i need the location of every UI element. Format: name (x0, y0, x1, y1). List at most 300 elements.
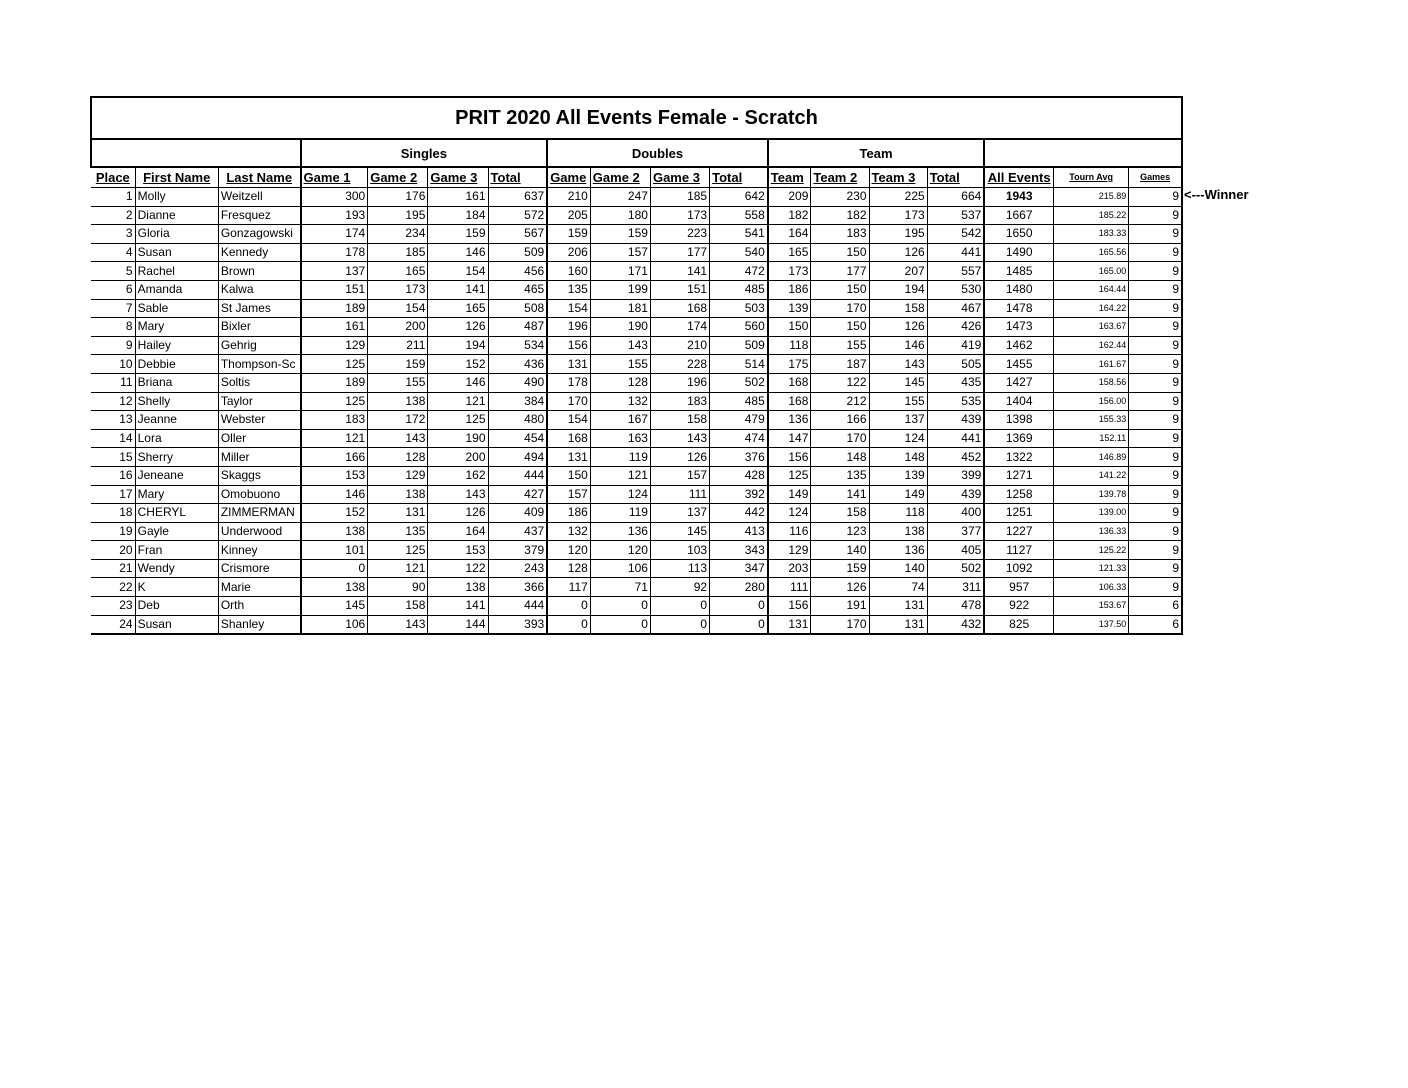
cell-last-name: Oller (218, 429, 300, 448)
cell-team-game-3: 131 (869, 597, 927, 616)
table-row (91, 336, 1182, 355)
cell-team-total: 441 (927, 429, 984, 448)
cell-doubles-total: 0 (710, 597, 768, 616)
cell-team-game-3: 131 (869, 615, 927, 634)
cell-singles-game-3: 121 (428, 392, 488, 411)
cell-tourn-avg: 156.00 (1054, 392, 1129, 411)
cell-team-game-2: 159 (811, 559, 869, 578)
header-team-game-3: Team 3 (869, 167, 927, 188)
cell-place: 20 (91, 541, 135, 560)
cell-doubles-game-1: 120 (547, 541, 590, 560)
cell-place: 7 (91, 299, 135, 318)
cell-tourn-avg: 183.33 (1054, 225, 1129, 244)
cell-games: 9 (1129, 541, 1182, 560)
cell-last-name: Omobuono (218, 485, 300, 504)
cell-team-game-1: 156 (768, 448, 811, 467)
cell-singles-game-1: 189 (301, 299, 368, 318)
cell-team-game-3: 124 (869, 429, 927, 448)
cell-first-name: Debbie (135, 355, 218, 374)
cell-doubles-game-1: 156 (547, 336, 590, 355)
cell-first-name: Fran (135, 541, 218, 560)
cell-doubles-game-2: 171 (590, 262, 650, 281)
cell-singles-game-3: 161 (428, 188, 488, 207)
cell-singles-total: 637 (488, 188, 547, 207)
cell-doubles-game-3: 126 (650, 448, 709, 467)
cell-singles-game-2: 195 (368, 206, 428, 225)
cell-singles-game-3: 152 (428, 355, 488, 374)
cell-last-name: Underwood (218, 522, 300, 541)
winner-annotation: <---Winner (1184, 187, 1249, 202)
cell-all-events: 1127 (984, 541, 1053, 560)
header-team-total: Total (927, 167, 984, 188)
cell-all-events: 1258 (984, 485, 1053, 504)
cell-singles-total: 243 (488, 559, 547, 578)
header-singles-total: Total (488, 167, 547, 188)
cell-singles-game-3: 125 (428, 411, 488, 430)
cell-singles-game-3: 141 (428, 597, 488, 616)
cell-doubles-total: 428 (710, 466, 768, 485)
cell-team-game-2: 170 (811, 429, 869, 448)
group-singles: Singles (301, 139, 548, 167)
cell-doubles-game-1: 210 (547, 188, 590, 207)
cell-place: 13 (91, 411, 135, 430)
cell-team-total: 537 (927, 206, 984, 225)
cell-singles-total: 465 (488, 280, 547, 299)
cell-doubles-game-2: 0 (590, 597, 650, 616)
cell-games: 6 (1129, 597, 1182, 616)
table-row (91, 318, 1182, 337)
cell-singles-game-2: 173 (368, 280, 428, 299)
cell-singles-total: 379 (488, 541, 547, 560)
cell-tourn-avg: 146.89 (1054, 448, 1129, 467)
cell-first-name: Deb (135, 597, 218, 616)
cell-team-total: 535 (927, 392, 984, 411)
cell-singles-game-3: 143 (428, 485, 488, 504)
cell-singles-game-3: 164 (428, 522, 488, 541)
cell-singles-total: 490 (488, 373, 547, 392)
cell-team-game-2: 135 (811, 466, 869, 485)
cell-doubles-total: 560 (710, 318, 768, 337)
cell-doubles-game-2: 136 (590, 522, 650, 541)
table-row (91, 373, 1182, 392)
cell-doubles-game-2: 180 (590, 206, 650, 225)
cell-team-game-1: 173 (768, 262, 811, 281)
cell-singles-total: 454 (488, 429, 547, 448)
cell-team-game-1: 186 (768, 280, 811, 299)
cell-team-game-1: 124 (768, 504, 811, 523)
cell-first-name: Shelly (135, 392, 218, 411)
cell-last-name: Weitzell (218, 188, 300, 207)
cell-place: 6 (91, 280, 135, 299)
cell-singles-game-3: 200 (428, 448, 488, 467)
cell-team-total: 439 (927, 485, 984, 504)
cell-doubles-game-1: 132 (547, 522, 590, 541)
cell-team-game-1: 168 (768, 373, 811, 392)
cell-doubles-game-1: 154 (547, 299, 590, 318)
cell-all-events: 1322 (984, 448, 1053, 467)
header-all-events: All Events (984, 167, 1053, 188)
cell-last-name: Webster (218, 411, 300, 430)
cell-first-name: Amanda (135, 280, 218, 299)
cell-last-name: ZIMMERMAN (218, 504, 300, 523)
cell-team-game-2: 212 (811, 392, 869, 411)
cell-doubles-total: 485 (710, 392, 768, 411)
cell-doubles-total: 514 (710, 355, 768, 374)
cell-singles-game-2: 176 (368, 188, 428, 207)
cell-team-game-1: 182 (768, 206, 811, 225)
cell-doubles-total: 502 (710, 373, 768, 392)
table-row (91, 615, 1182, 634)
cell-team-game-2: 150 (811, 243, 869, 262)
cell-tourn-avg: 164.22 (1054, 299, 1129, 318)
cell-singles-game-3: 165 (428, 299, 488, 318)
cell-doubles-game-2: 128 (590, 373, 650, 392)
cell-singles-game-3: 126 (428, 318, 488, 337)
cell-singles-game-2: 138 (368, 392, 428, 411)
cell-singles-game-3: 184 (428, 206, 488, 225)
cell-team-game-2: 140 (811, 541, 869, 560)
cell-team-game-1: 203 (768, 559, 811, 578)
cell-singles-game-1: 152 (301, 504, 368, 523)
cell-last-name: Marie (218, 578, 300, 597)
cell-singles-total: 409 (488, 504, 547, 523)
cell-all-events: 1490 (984, 243, 1053, 262)
cell-team-total: 478 (927, 597, 984, 616)
cell-games: 9 (1129, 262, 1182, 281)
cell-team-total: 441 (927, 243, 984, 262)
cell-singles-total: 494 (488, 448, 547, 467)
cell-first-name: Wendy (135, 559, 218, 578)
cell-singles-game-2: 155 (368, 373, 428, 392)
cell-tourn-avg: 165.56 (1054, 243, 1129, 262)
table-row (91, 522, 1182, 541)
cell-first-name: Gloria (135, 225, 218, 244)
cell-team-total: 399 (927, 466, 984, 485)
cell-games: 9 (1129, 392, 1182, 411)
cell-tourn-avg: 158.56 (1054, 373, 1129, 392)
cell-games: 9 (1129, 411, 1182, 430)
cell-team-game-1: 164 (768, 225, 811, 244)
header-singles-game-2: Game 2 (368, 167, 428, 188)
cell-tourn-avg: 121.33 (1054, 559, 1129, 578)
cell-doubles-game-3: 183 (650, 392, 709, 411)
cell-place: 15 (91, 448, 135, 467)
header-singles-game-1: Game 1 (301, 167, 368, 188)
cell-singles-game-1: 146 (301, 485, 368, 504)
cell-singles-game-2: 185 (368, 243, 428, 262)
cell-first-name: Susan (135, 615, 218, 634)
cell-team-game-2: 170 (811, 299, 869, 318)
cell-all-events: 825 (984, 615, 1053, 634)
cell-place: 18 (91, 504, 135, 523)
cell-games: 9 (1129, 559, 1182, 578)
cell-team-game-1: 150 (768, 318, 811, 337)
cell-tourn-avg: 139.78 (1054, 485, 1129, 504)
cell-doubles-total: 442 (710, 504, 768, 523)
cell-singles-game-2: 129 (368, 466, 428, 485)
cell-team-game-2: 187 (811, 355, 869, 374)
cell-team-game-3: 225 (869, 188, 927, 207)
cell-singles-game-3: 144 (428, 615, 488, 634)
cell-team-total: 400 (927, 504, 984, 523)
cell-doubles-game-3: 92 (650, 578, 709, 597)
cell-doubles-game-3: 0 (650, 597, 709, 616)
cell-team-total: 557 (927, 262, 984, 281)
cell-last-name: Miller (218, 448, 300, 467)
cell-last-name: St James (218, 299, 300, 318)
cell-last-name: Thompson-Sc (218, 355, 300, 374)
cell-doubles-game-3: 111 (650, 485, 709, 504)
cell-doubles-game-3: 223 (650, 225, 709, 244)
cell-singles-game-2: 159 (368, 355, 428, 374)
cell-team-game-1: 111 (768, 578, 811, 597)
cell-singles-game-1: 166 (301, 448, 368, 467)
cell-team-game-2: 183 (811, 225, 869, 244)
cell-doubles-total: 558 (710, 206, 768, 225)
cell-singles-game-2: 90 (368, 578, 428, 597)
cell-doubles-game-1: 117 (547, 578, 590, 597)
cell-games: 9 (1129, 336, 1182, 355)
cell-singles-game-1: 193 (301, 206, 368, 225)
cell-doubles-game-2: 119 (590, 504, 650, 523)
cell-team-game-1: 156 (768, 597, 811, 616)
group-blank (91, 139, 301, 167)
cell-singles-total: 456 (488, 262, 547, 281)
cell-team-game-1: 118 (768, 336, 811, 355)
cell-team-total: 452 (927, 448, 984, 467)
cell-team-game-3: 139 (869, 466, 927, 485)
cell-doubles-game-1: 170 (547, 392, 590, 411)
cell-place: 4 (91, 243, 135, 262)
cell-singles-game-1: 121 (301, 429, 368, 448)
cell-games: 9 (1129, 318, 1182, 337)
cell-team-game-1: 147 (768, 429, 811, 448)
header-last-name: Last Name (218, 167, 300, 188)
all-events-table (90, 96, 1183, 635)
cell-singles-game-1: 137 (301, 262, 368, 281)
cell-last-name: Gehrig (218, 336, 300, 355)
cell-team-game-3: 143 (869, 355, 927, 374)
cell-singles-game-1: 101 (301, 541, 368, 560)
cell-doubles-game-3: 141 (650, 262, 709, 281)
cell-doubles-total: 503 (710, 299, 768, 318)
cell-team-game-1: 125 (768, 466, 811, 485)
cell-singles-game-3: 138 (428, 578, 488, 597)
cell-team-game-3: 145 (869, 373, 927, 392)
cell-singles-game-1: 125 (301, 355, 368, 374)
cell-team-total: 419 (927, 336, 984, 355)
cell-doubles-game-1: 168 (547, 429, 590, 448)
cell-first-name: Dianne (135, 206, 218, 225)
cell-team-game-3: 195 (869, 225, 927, 244)
cell-singles-game-2: 135 (368, 522, 428, 541)
cell-place: 10 (91, 355, 135, 374)
cell-tourn-avg: 152.11 (1054, 429, 1129, 448)
cell-singles-game-2: 121 (368, 559, 428, 578)
cell-tourn-avg: 155.33 (1054, 411, 1129, 430)
cell-last-name: Crismore (218, 559, 300, 578)
cell-singles-total: 444 (488, 597, 547, 616)
cell-team-game-2: 123 (811, 522, 869, 541)
cell-team-game-1: 149 (768, 485, 811, 504)
cell-last-name: Kennedy (218, 243, 300, 262)
cell-singles-game-2: 172 (368, 411, 428, 430)
cell-last-name: Fresquez (218, 206, 300, 225)
cell-singles-game-2: 138 (368, 485, 428, 504)
cell-doubles-game-2: 247 (590, 188, 650, 207)
cell-team-total: 530 (927, 280, 984, 299)
cell-place: 16 (91, 466, 135, 485)
cell-doubles-game-3: 157 (650, 466, 709, 485)
cell-doubles-game-2: 181 (590, 299, 650, 318)
cell-team-game-1: 129 (768, 541, 811, 560)
cell-team-game-3: 136 (869, 541, 927, 560)
cell-last-name: Gonzagowski (218, 225, 300, 244)
cell-team-game-2: 126 (811, 578, 869, 597)
cell-last-name: Kalwa (218, 280, 300, 299)
cell-team-game-3: 138 (869, 522, 927, 541)
cell-doubles-game-1: 0 (547, 597, 590, 616)
cell-singles-game-3: 154 (428, 262, 488, 281)
cell-team-total: 432 (927, 615, 984, 634)
cell-all-events: 1271 (984, 466, 1053, 485)
cell-tourn-avg: 141.22 (1054, 466, 1129, 485)
cell-team-game-1: 139 (768, 299, 811, 318)
cell-games: 9 (1129, 504, 1182, 523)
cell-singles-game-1: 145 (301, 597, 368, 616)
cell-all-events: 1251 (984, 504, 1053, 523)
cell-all-events: 1480 (984, 280, 1053, 299)
cell-doubles-total: 474 (710, 429, 768, 448)
cell-singles-game-3: 146 (428, 373, 488, 392)
header-doubles-game-3: Game 3 (650, 167, 709, 188)
cell-tourn-avg: 153.67 (1054, 597, 1129, 616)
cell-singles-game-3: 194 (428, 336, 488, 355)
cell-first-name: Mary (135, 485, 218, 504)
cell-games: 9 (1129, 522, 1182, 541)
cell-team-game-1: 175 (768, 355, 811, 374)
cell-doubles-game-2: 120 (590, 541, 650, 560)
cell-place: 17 (91, 485, 135, 504)
cell-team-total: 435 (927, 373, 984, 392)
cell-doubles-game-3: 228 (650, 355, 709, 374)
cell-doubles-game-3: 174 (650, 318, 709, 337)
cell-doubles-game-2: 199 (590, 280, 650, 299)
cell-doubles-game-2: 157 (590, 243, 650, 262)
cell-team-total: 377 (927, 522, 984, 541)
cell-first-name: Briana (135, 373, 218, 392)
cell-team-total: 467 (927, 299, 984, 318)
cell-all-events: 1092 (984, 559, 1053, 578)
cell-doubles-game-1: 196 (547, 318, 590, 337)
cell-singles-game-1: 125 (301, 392, 368, 411)
cell-singles-game-2: 234 (368, 225, 428, 244)
cell-team-game-1: 165 (768, 243, 811, 262)
cell-singles-game-2: 158 (368, 597, 428, 616)
cell-singles-game-1: 300 (301, 188, 368, 207)
cell-place: 8 (91, 318, 135, 337)
cell-team-game-2: 122 (811, 373, 869, 392)
cell-doubles-game-1: 135 (547, 280, 590, 299)
cell-team-game-3: 149 (869, 485, 927, 504)
table-row (91, 597, 1182, 616)
header-team-game-2: Team 2 (811, 167, 869, 188)
cell-team-game-2: 141 (811, 485, 869, 504)
cell-games: 9 (1129, 466, 1182, 485)
cell-place: 23 (91, 597, 135, 616)
cell-singles-total: 487 (488, 318, 547, 337)
cell-singles-game-2: 154 (368, 299, 428, 318)
cell-place: 12 (91, 392, 135, 411)
cell-team-game-3: 207 (869, 262, 927, 281)
cell-team-game-3: 126 (869, 318, 927, 337)
cell-all-events: 1455 (984, 355, 1053, 374)
cell-all-events: 1478 (984, 299, 1053, 318)
cell-doubles-game-2: 124 (590, 485, 650, 504)
cell-doubles-game-1: 206 (547, 243, 590, 262)
cell-last-name: Taylor (218, 392, 300, 411)
table-row (91, 262, 1182, 281)
cell-singles-game-2: 211 (368, 336, 428, 355)
cell-team-game-3: 74 (869, 578, 927, 597)
cell-singles-game-3: 162 (428, 466, 488, 485)
cell-first-name: Sherry (135, 448, 218, 467)
table-row (91, 559, 1182, 578)
cell-games: 9 (1129, 485, 1182, 504)
table-row (91, 541, 1182, 560)
group-blank-right (984, 139, 1182, 167)
cell-games: 9 (1129, 429, 1182, 448)
cell-all-events: 1485 (984, 262, 1053, 281)
cell-tourn-avg: 125.22 (1054, 541, 1129, 560)
cell-first-name: Hailey (135, 336, 218, 355)
cell-singles-game-3: 122 (428, 559, 488, 578)
cell-doubles-game-3: 168 (650, 299, 709, 318)
cell-doubles-total: 485 (710, 280, 768, 299)
group-team: Team (768, 139, 985, 167)
cell-doubles-game-1: 0 (547, 615, 590, 634)
cell-last-name: Kinney (218, 541, 300, 560)
header-games: Games (1129, 167, 1182, 188)
table-row (91, 280, 1182, 299)
cell-place: 21 (91, 559, 135, 578)
cell-games: 6 (1129, 615, 1182, 634)
cell-singles-game-1: 151 (301, 280, 368, 299)
cell-games: 9 (1129, 448, 1182, 467)
cell-singles-total: 534 (488, 336, 547, 355)
cell-doubles-total: 509 (710, 336, 768, 355)
table-row (91, 448, 1182, 467)
cell-all-events: 1462 (984, 336, 1053, 355)
cell-team-game-2: 150 (811, 318, 869, 337)
cell-doubles-game-3: 158 (650, 411, 709, 430)
header-singles-game-3: Game 3 (428, 167, 488, 188)
cell-first-name: Jeneane (135, 466, 218, 485)
cell-team-total: 502 (927, 559, 984, 578)
cell-tourn-avg: 215.89 (1054, 188, 1129, 207)
cell-doubles-total: 376 (710, 448, 768, 467)
cell-team-game-2: 182 (811, 206, 869, 225)
cell-team-game-2: 158 (811, 504, 869, 523)
table-row (91, 578, 1182, 597)
cell-last-name: Brown (218, 262, 300, 281)
cell-singles-game-1: 174 (301, 225, 368, 244)
cell-doubles-game-2: 119 (590, 448, 650, 467)
cell-games: 9 (1129, 355, 1182, 374)
header-doubles-game-1: Game (547, 167, 590, 188)
cell-tourn-avg: 161.67 (1054, 355, 1129, 374)
cell-last-name: Orth (218, 597, 300, 616)
